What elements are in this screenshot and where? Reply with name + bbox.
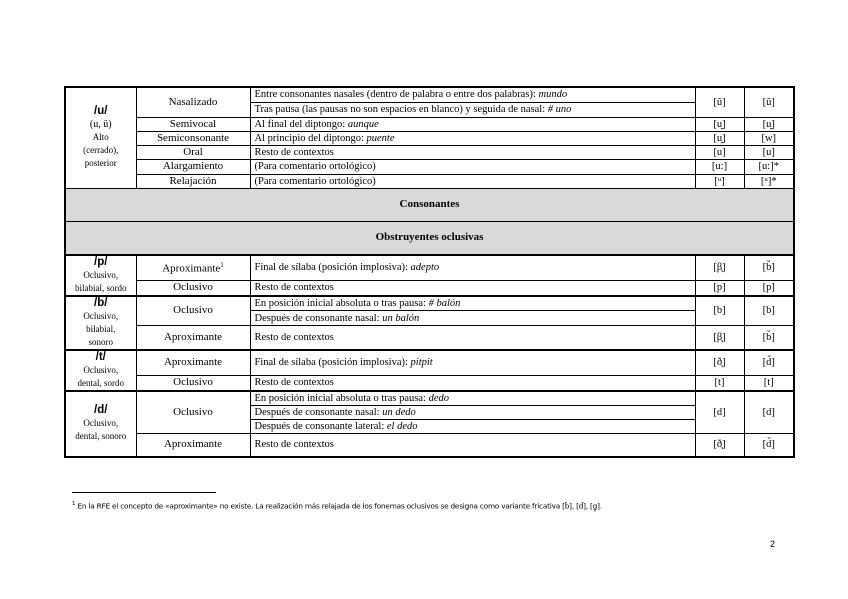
transcription-symbol: [u̯]	[713, 118, 726, 130]
context-cell	[250, 405, 695, 419]
table-row	[65, 296, 794, 311]
transcription-symbol: [d]	[762, 406, 775, 418]
context-text: Después de consonante nasal:	[254, 406, 383, 418]
afi-symbol-cell	[695, 433, 744, 457]
context-text: Al final del diptongo:	[254, 118, 348, 130]
transcription-symbol: [p]	[762, 282, 775, 294]
transcription-symbol: [ð̞]	[713, 357, 726, 369]
section-heading: Obstruyentes oclusivas	[65, 221, 794, 255]
context-cell	[250, 255, 695, 281]
context-text: Final de sílaba (posición implosiva):	[254, 357, 411, 369]
context-cell	[250, 174, 695, 188]
table-row	[65, 131, 794, 145]
context-text: Resto de contextos	[254, 146, 334, 158]
afi-symbol-cell	[695, 375, 744, 390]
variant-cell	[136, 255, 250, 281]
variant-label: Oclusivo	[173, 281, 213, 294]
transcription-symbol: [u̯]	[762, 118, 775, 130]
transcription-symbol: [b̆]	[762, 262, 775, 274]
context-example: pitpit	[410, 357, 433, 369]
variant-cell	[136, 296, 250, 326]
phoneme-description: posterior	[84, 158, 117, 169]
rfe-symbol-cell	[744, 117, 794, 131]
table-row	[65, 326, 794, 350]
context-cell	[250, 326, 695, 350]
variant-label: Oclusivo	[173, 376, 213, 389]
context-example: un balón	[382, 312, 420, 324]
transcription-symbol: [β̞]	[713, 331, 726, 343]
transcription-symbol: [t]	[714, 377, 725, 389]
context-cell	[250, 375, 695, 390]
section-row	[65, 188, 794, 221]
variant-label: Aproximante	[163, 356, 223, 369]
variant-label: Semivocal	[169, 117, 217, 130]
rfe-symbol-cell	[744, 350, 794, 376]
transcription-symbol: [d̆]	[762, 357, 775, 369]
variant-cell	[136, 174, 250, 188]
transcription-symbol: [d]	[713, 406, 726, 418]
context-cell	[250, 131, 695, 145]
context-example: aunque	[347, 118, 379, 130]
rfe-symbol-cell	[744, 280, 794, 295]
variant-cell	[136, 375, 250, 390]
variant-cell	[136, 391, 250, 434]
afi-symbol-cell	[695, 255, 744, 281]
context-cell	[250, 159, 695, 174]
phoneme-description: Oclusivo,	[83, 269, 119, 280]
rfe-symbol-cell	[744, 174, 794, 188]
footnote-ref: 1	[220, 261, 224, 270]
phoneme-cell	[65, 296, 136, 350]
afi-symbol-cell	[695, 280, 744, 295]
context-example: mundo	[538, 89, 568, 101]
transcription-symbol: [b]	[762, 305, 775, 317]
transcription-symbol: [b]	[713, 305, 726, 317]
afi-symbol-cell	[695, 87, 744, 117]
phoneme-cell	[65, 255, 136, 296]
context-example: el dedo	[386, 420, 418, 432]
context-cell	[250, 117, 695, 131]
table-row	[65, 159, 794, 174]
transcription-symbol: [ũ]	[713, 96, 726, 108]
phonetics-table	[64, 86, 795, 458]
phoneme-description: Oclusivo,	[83, 418, 119, 429]
table-row	[65, 391, 794, 406]
context-text: Resto de contextos	[254, 282, 334, 294]
transcription-symbol: [u]	[762, 146, 775, 158]
transcription-symbol: [ᵘ]*	[760, 175, 777, 187]
variant-cell	[136, 87, 250, 117]
table-row	[65, 87, 794, 102]
phoneme-symbol: /p/	[94, 255, 108, 268]
phoneme-description: (cerrado),	[83, 145, 119, 156]
phoneme-symbol: /b/	[94, 296, 108, 309]
phoneme-alt: (u, ü)	[89, 119, 112, 131]
transcription-symbol: [ᵘ]	[714, 175, 725, 187]
context-text: (Para comentario ortológico)	[254, 161, 376, 172]
context-cell	[250, 311, 695, 326]
context-example: puente	[366, 132, 395, 144]
variant-cell	[136, 280, 250, 295]
variant-label: Oclusivo	[173, 405, 213, 418]
transcription-symbol: [w]	[761, 132, 777, 144]
table-row	[65, 117, 794, 131]
context-text: Después de consonante lateral:	[254, 420, 387, 432]
afi-symbol-cell	[695, 326, 744, 350]
phoneme-symbol: /t/	[95, 350, 106, 363]
context-example: adepto	[410, 262, 440, 274]
variant-cell	[136, 145, 250, 159]
rfe-symbol-cell	[744, 145, 794, 159]
context-cell	[250, 280, 695, 295]
variant-cell	[136, 433, 250, 457]
variant-cell	[136, 117, 250, 131]
transcription-symbol: [u:]*	[758, 161, 779, 172]
transcription-symbol: [ð̞]	[713, 439, 726, 451]
section-heading: Consonantes	[65, 188, 794, 221]
phoneme-cell	[65, 391, 136, 458]
context-cell	[250, 391, 695, 406]
variant-label: Semiconsonante	[156, 131, 230, 144]
transcription-symbol: [b̆]	[762, 331, 775, 343]
variant-cell	[136, 131, 250, 145]
context-cell	[250, 433, 695, 457]
context-example: # uno	[547, 104, 572, 115]
section-row	[65, 221, 794, 255]
rfe-symbol-cell	[744, 326, 794, 350]
variant-label: Aproximante	[163, 438, 223, 451]
context-cell	[250, 145, 695, 159]
footnote-separator	[72, 492, 216, 493]
context-text: Al principio del diptongo:	[254, 132, 367, 144]
context-cell	[250, 296, 695, 311]
afi-symbol-cell	[695, 145, 744, 159]
phoneme-description: dental, sordo	[77, 377, 124, 388]
context-example: # balón	[428, 297, 461, 309]
rfe-symbol-cell	[744, 375, 794, 390]
context-text: (Para comentario ortológico)	[254, 175, 376, 187]
phoneme-description: Oclusivo,	[83, 310, 119, 321]
table-row	[65, 174, 794, 188]
footnote-mark: 1	[72, 501, 76, 507]
phoneme-description: sonoro	[88, 336, 113, 347]
transcription-symbol: [t]	[763, 377, 774, 389]
variant-label: Oral	[183, 145, 203, 158]
rfe-symbol-cell	[744, 296, 794, 326]
rfe-symbol-cell	[744, 255, 794, 281]
transcription-symbol: [u̯]	[713, 132, 726, 144]
page-number: 2	[770, 539, 776, 549]
afi-symbol-cell	[695, 131, 744, 145]
phoneme-cell	[65, 350, 136, 391]
afi-symbol-cell	[695, 159, 744, 174]
phoneme-description: Oclusivo,	[83, 364, 119, 375]
phoneme-description: bilabial,	[86, 323, 116, 334]
context-text: Después de consonante nasal:	[254, 312, 383, 324]
rfe-symbol-cell	[744, 433, 794, 457]
context-cell	[250, 350, 695, 376]
footnote-text: En la RFE el concepto de «aproximante» no existe. La realización más relajada de los fonemas oclusivos se designa como variante fricativa [b̆], [d̆], [g̞].	[77, 501, 602, 511]
rfe-symbol-cell	[744, 131, 794, 145]
variant-label: Oclusivo	[173, 304, 213, 317]
context-text: En posición inicial absoluta o tras pausa:	[254, 392, 429, 404]
phoneme-symbol: /d/	[94, 404, 108, 417]
transcription-symbol: [ũ]	[762, 96, 775, 108]
context-cell	[250, 102, 695, 117]
table-row	[65, 433, 794, 457]
context-text: Final de sílaba (posición implosiva):	[254, 262, 411, 274]
context-text: Resto de contextos	[254, 331, 334, 343]
rfe-symbol-cell	[744, 159, 794, 174]
variant-label: Nasalizado	[168, 95, 218, 108]
context-text: Resto de contextos	[254, 439, 334, 451]
transcription-symbol: [β̞]	[713, 262, 726, 274]
variant-cell	[136, 350, 250, 376]
table-row	[65, 255, 794, 281]
afi-symbol-cell	[695, 391, 744, 434]
table-row	[65, 280, 794, 295]
variant-label: Alargamiento	[162, 160, 224, 172]
variant-label: Relajación	[169, 174, 217, 187]
context-text: Resto de contextos	[254, 377, 334, 389]
afi-symbol-cell	[695, 174, 744, 188]
afi-symbol-cell	[695, 350, 744, 376]
transcription-symbol: [u:]	[711, 161, 728, 172]
variant-label: Aproximante	[162, 262, 221, 275]
context-text: Entre consonantes nasales (dentro de palabra o entre dos palabras):	[254, 89, 539, 101]
afi-symbol-cell	[695, 117, 744, 131]
table-row	[65, 145, 794, 159]
variant-cell	[136, 159, 250, 174]
phoneme-description: bilabial, sordo	[75, 282, 127, 293]
transcription-symbol: [u]	[713, 146, 726, 158]
context-text: Tras pausa (las pausas no son espacios en blanco) y seguida de nasal:	[254, 104, 548, 115]
context-text: En posición inicial absoluta o tras pausa:	[254, 297, 429, 309]
variant-label: Aproximante	[163, 330, 223, 343]
transcription-symbol: [d̆]	[762, 439, 775, 451]
phoneme-description: dental, sonoro	[75, 431, 127, 442]
footnote	[72, 501, 602, 510]
transcription-symbol: [p]	[713, 282, 726, 294]
context-example: dedo	[428, 392, 450, 404]
table-row	[65, 375, 794, 390]
rfe-symbol-cell	[744, 87, 794, 117]
rfe-symbol-cell	[744, 391, 794, 434]
phoneme-description: Alto	[92, 132, 109, 143]
context-cell	[250, 419, 695, 433]
afi-symbol-cell	[695, 296, 744, 326]
phoneme-symbol: /u/	[94, 105, 108, 118]
variant-cell	[136, 326, 250, 350]
table-row	[65, 350, 794, 376]
phoneme-cell	[65, 87, 136, 188]
context-example: un dedo	[382, 406, 416, 418]
context-cell	[250, 87, 695, 102]
